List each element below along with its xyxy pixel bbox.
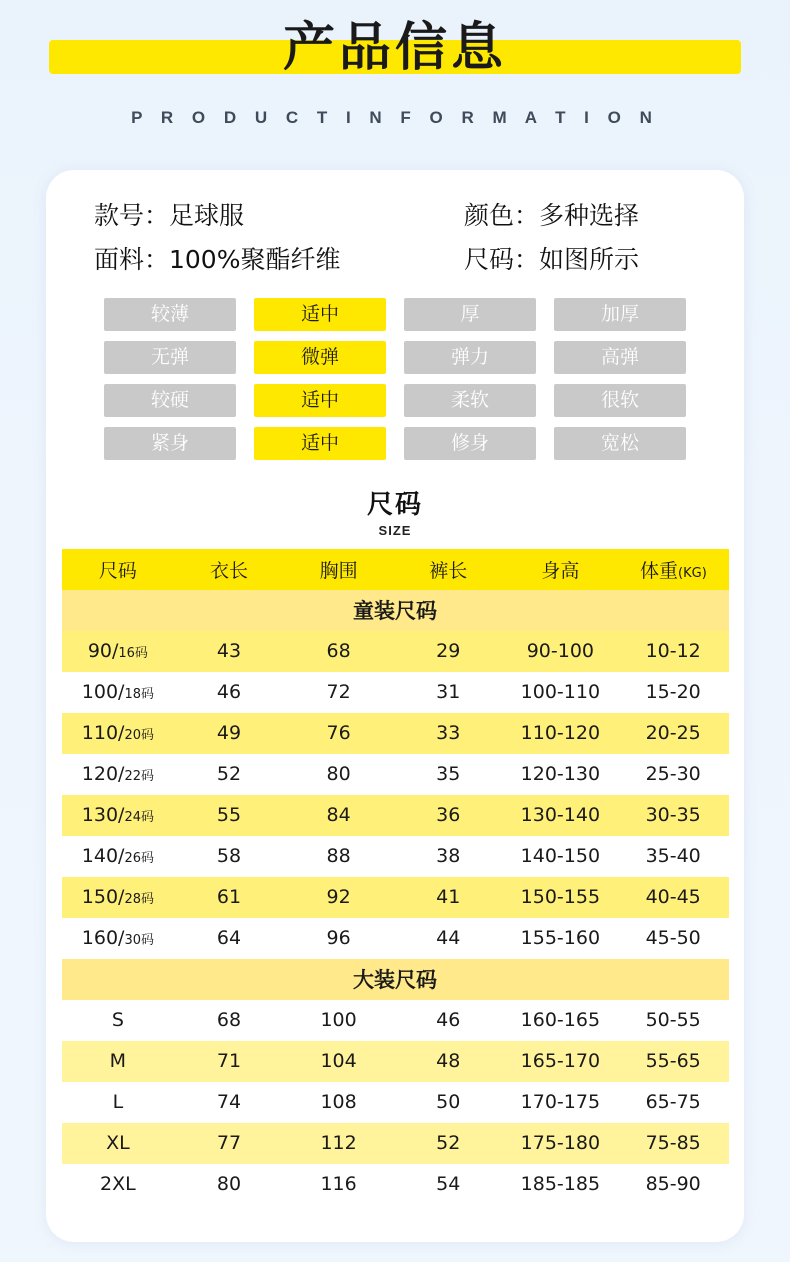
- attr-option-selected[interactable]: 微弹: [254, 341, 386, 374]
- cell-height: 130-140: [503, 795, 618, 836]
- cell-size-sub: 18码: [124, 687, 154, 702]
- cell-weight: 35-40: [618, 836, 729, 877]
- cell-pants: 54: [394, 1164, 503, 1205]
- section-label: 大装尺码: [62, 959, 729, 1000]
- cell-pants: 46: [394, 1000, 503, 1041]
- cell-length: 68: [174, 1000, 283, 1041]
- col-header-pants-length: 裤长: [394, 549, 503, 590]
- cell-size: [62, 877, 175, 918]
- cell-pants: 35: [394, 754, 503, 795]
- page-subtitle: P R O D U C T I N F O R M A T I O N: [131, 108, 659, 127]
- cell-weight: 10-12: [618, 631, 729, 672]
- cell-weight: 25-30: [618, 754, 729, 795]
- col-header-weight-unit: (KG): [678, 565, 707, 581]
- cell-size-sub: 28码: [124, 892, 154, 907]
- cell-weight: 40-45: [618, 877, 729, 918]
- col-header-weight: [618, 549, 729, 590]
- col-header-bust: 胸围: [284, 549, 394, 590]
- attr-option[interactable]: 厚: [404, 298, 536, 331]
- cell-height: 170-175: [503, 1082, 618, 1123]
- cell-height: 150-155: [503, 877, 618, 918]
- cell-height: 175-180: [503, 1123, 618, 1164]
- attr-option-selected[interactable]: 适中: [254, 384, 386, 417]
- table-section-adult: [62, 959, 729, 1000]
- attr-option[interactable]: 修身: [404, 427, 536, 460]
- spec-row: [94, 196, 696, 232]
- cell-pants: 48: [394, 1041, 503, 1082]
- cell-height: 165-170: [503, 1041, 618, 1082]
- table-row: [62, 754, 729, 795]
- section-label: 童装尺码: [62, 590, 729, 631]
- cell-size-main: 100/: [81, 681, 125, 703]
- page-header: [0, 0, 790, 145]
- spec-row: [94, 240, 696, 276]
- cell-size: [62, 754, 175, 795]
- table-row: [62, 1000, 729, 1041]
- cell-bust: 104: [284, 1041, 394, 1082]
- cell-height: 110-120: [503, 713, 618, 754]
- attribute-row-softness: [104, 384, 686, 417]
- cell-size-main: 110/: [81, 722, 125, 744]
- cell-size-main: 140/: [81, 845, 125, 867]
- spec-style-no: 款号：足球服: [94, 201, 245, 230]
- cell-weight: 75-85: [618, 1123, 729, 1164]
- cell-size-main: 90/: [87, 640, 119, 662]
- spec-size: 尺码：如图所示: [464, 245, 640, 274]
- attr-option[interactable]: 无弹: [104, 341, 236, 374]
- table-row: [62, 918, 729, 959]
- cell-size: M: [62, 1041, 175, 1082]
- cell-length: 58: [174, 836, 283, 877]
- cell-weight: 50-55: [618, 1000, 729, 1041]
- table-row: [62, 877, 729, 918]
- attr-option[interactable]: 宽松: [554, 427, 686, 460]
- cell-bust: 116: [284, 1164, 394, 1205]
- cell-height: 185-185: [503, 1164, 618, 1205]
- cell-height: 120-130: [503, 754, 618, 795]
- cell-length: 80: [174, 1164, 283, 1205]
- cell-height: 160-165: [503, 1000, 618, 1041]
- size-heading-en: SIZE: [378, 523, 412, 538]
- cell-size: L: [62, 1082, 175, 1123]
- attr-option[interactable]: 加厚: [554, 298, 686, 331]
- table-row: [62, 795, 729, 836]
- cell-pants: 31: [394, 672, 503, 713]
- cell-size: [62, 795, 175, 836]
- cell-size-main: 150/: [81, 886, 125, 908]
- cell-pants: 50: [394, 1082, 503, 1123]
- table-row: [62, 713, 729, 754]
- cell-bust: 108: [284, 1082, 394, 1123]
- cell-length: 61: [174, 877, 283, 918]
- col-header-size: 尺码: [62, 549, 175, 590]
- cell-size: XL: [62, 1123, 175, 1164]
- spec-list: [46, 196, 744, 276]
- page-title-wrap: [0, 18, 790, 78]
- cell-length: 74: [174, 1082, 283, 1123]
- table-section-kids: [62, 590, 729, 631]
- attribute-row-elasticity: [104, 341, 686, 374]
- cell-size: S: [62, 1000, 175, 1041]
- spec-fabric: 面料：100%聚酯纤维: [94, 245, 341, 274]
- attr-option[interactable]: 高弹: [554, 341, 686, 374]
- cell-size-main: 130/: [81, 804, 125, 826]
- table-row: [62, 1164, 729, 1205]
- cell-pants: 29: [394, 631, 503, 672]
- cell-length: 46: [174, 672, 283, 713]
- cell-bust: 68: [284, 631, 394, 672]
- table-row: [62, 1123, 729, 1164]
- cell-length: 55: [174, 795, 283, 836]
- table-row: [62, 631, 729, 672]
- cell-bust: 80: [284, 754, 394, 795]
- attr-option-selected[interactable]: 适中: [254, 427, 386, 460]
- attr-option[interactable]: 较薄: [104, 298, 236, 331]
- attr-option[interactable]: 弹力: [404, 341, 536, 374]
- size-table: [61, 548, 729, 1205]
- cell-bust: 84: [284, 795, 394, 836]
- cell-size-sub: 30码: [124, 933, 154, 948]
- cell-height: 90-100: [503, 631, 618, 672]
- cell-size-sub: 22码: [124, 769, 154, 784]
- cell-height: 100-110: [503, 672, 618, 713]
- attribute-row-fit: [104, 427, 686, 460]
- cell-pants: 52: [394, 1123, 503, 1164]
- attr-option[interactable]: 很软: [554, 384, 686, 417]
- table-header-row: [62, 549, 729, 590]
- col-header-height: 身高: [503, 549, 618, 590]
- attr-option-selected[interactable]: 适中: [254, 298, 386, 331]
- table-row: [62, 1041, 729, 1082]
- spec-color: 颜色：多种选择: [464, 201, 640, 230]
- cell-pants: 36: [394, 795, 503, 836]
- cell-size-main: 120/: [81, 763, 125, 785]
- cell-size-main: 160/: [81, 927, 125, 949]
- cell-bust: 96: [284, 918, 394, 959]
- attr-option[interactable]: 紧身: [104, 427, 236, 460]
- cell-length: 52: [174, 754, 283, 795]
- cell-size: 2XL: [62, 1164, 175, 1205]
- cell-weight: 65-75: [618, 1082, 729, 1123]
- cell-pants: 38: [394, 836, 503, 877]
- col-header-length: 衣长: [174, 549, 283, 590]
- table-row: [62, 1082, 729, 1123]
- cell-size-sub: 16码: [118, 646, 148, 661]
- table-row: [62, 672, 729, 713]
- size-section-heading: [46, 484, 744, 538]
- cell-size-sub: 24码: [124, 810, 154, 825]
- cell-bust: 72: [284, 672, 394, 713]
- cell-size-sub: 20码: [124, 728, 154, 743]
- page-title: 产品信息: [282, 18, 507, 78]
- cell-bust: 88: [284, 836, 394, 877]
- cell-length: 71: [174, 1041, 283, 1082]
- cell-length: 64: [174, 918, 283, 959]
- attribute-grid: [46, 298, 744, 460]
- cell-size: [62, 713, 175, 754]
- size-heading-cn: 尺码: [366, 490, 423, 520]
- cell-pants: 41: [394, 877, 503, 918]
- cell-weight: 30-35: [618, 795, 729, 836]
- cell-size: [62, 631, 175, 672]
- cell-weight: 55-65: [618, 1041, 729, 1082]
- cell-height: 140-150: [503, 836, 618, 877]
- cell-weight: 15-20: [618, 672, 729, 713]
- attr-option[interactable]: 柔软: [404, 384, 536, 417]
- cell-size: [62, 918, 175, 959]
- cell-pants: 33: [394, 713, 503, 754]
- cell-bust: 100: [284, 1000, 394, 1041]
- cell-weight: 45-50: [618, 918, 729, 959]
- cell-size: [62, 836, 175, 877]
- cell-pants: 44: [394, 918, 503, 959]
- cell-length: 49: [174, 713, 283, 754]
- info-card: [46, 170, 744, 1242]
- cell-size-sub: 26码: [124, 851, 154, 866]
- cell-length: 77: [174, 1123, 283, 1164]
- cell-bust: 92: [284, 877, 394, 918]
- cell-bust: 76: [284, 713, 394, 754]
- attribute-row-thickness: [104, 298, 686, 331]
- attr-option[interactable]: 较硬: [104, 384, 236, 417]
- cell-size: [62, 672, 175, 713]
- cell-height: 155-160: [503, 918, 618, 959]
- cell-weight: 85-90: [618, 1164, 729, 1205]
- cell-bust: 112: [284, 1123, 394, 1164]
- cell-length: 43: [174, 631, 283, 672]
- col-header-weight-label: 体重: [640, 559, 679, 582]
- cell-weight: 20-25: [618, 713, 729, 754]
- table-row: [62, 836, 729, 877]
